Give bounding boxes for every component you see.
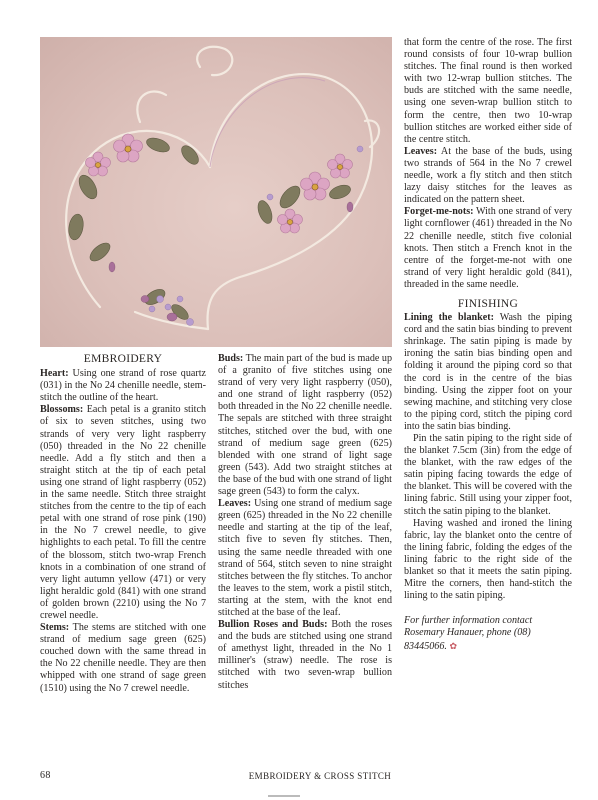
bullion-paragraph: [218, 619, 392, 692]
lining-label: Lining the blanket:: [404, 312, 494, 324]
contact-text: For further information contact Rosemary Hanauer, phone (08) 83445066.: [404, 615, 533, 652]
heart-label: Heart:: [40, 368, 69, 380]
heart-paragraph: [40, 368, 206, 404]
end-mark-icon: ✿: [449, 640, 457, 651]
leaves-text: Using one strand of medium sage green (625) threaded in the No 22 chenille needle and starting at the tip of the leaf, stitch five to seven fly stitches. Then, using the same needle threaded with one strand of 564, stitch seven to nine straight stitches between the fly stitches. To anchor the leaves to the stem, work a pistil stitch, starting at the stem, with the knot end stitched at the base of the leaf.: [218, 498, 392, 618]
buds-label: Buds:: [218, 353, 244, 364]
blossoms-paragraph: [40, 404, 206, 622]
left-column: [40, 353, 206, 695]
section-heading-embroidery: EMBROIDERY: [83, 353, 163, 365]
leaves-label: Leaves:: [218, 498, 252, 510]
magazine-title: EMBROIDERY & CROSS STITCH: [248, 771, 392, 781]
buds-paragraph: [218, 353, 392, 498]
embroidered-heart-photo: [40, 37, 392, 347]
section-heading-finishing: FINISHING: [457, 297, 519, 310]
bud-leaves-text: At the base of the buds, using two strands of 564 in the No 7 crewel needle, work a fly stitch and then stitch lazy daisy stitches for the leaves as indicated on the pattern sheet.: [404, 145, 572, 206]
continued-paragraph: that form the centre of the rose. The first round consists of four 10-wrap bullion stitches. The final round is then worked with two 12-wrap bullion stitches. The buds are stitched with the same needle, using one seven-wrap bullion stitch to form the centre, then two 10-wrap bullion stitches are worked either side of the centre stitch.: [404, 37, 572, 145]
having-paragraph: Having washed and ironed the lining fabric, lay the blanket onto the centre of the lining fabric, folding the edges of the lining fabric to the right side of the blanket so that it meets the satin piping. Mitre the corners, then hand-stitch the lining to the satin piping.: [404, 517, 572, 602]
bullion-label: Bullion Roses and Buds:: [218, 619, 328, 631]
forget-me-nots-paragraph: [404, 206, 572, 291]
lining-paragraph: [404, 312, 572, 433]
bud-leaves-paragraph: [404, 146, 572, 206]
stems-text: The stems are stitched with one strand of medium sage green (625) couched down with the same thread in the No 22 chenille needle. They are then whipped with one strand of sage green (1510) using the No 7 crewel needle.: [40, 622, 206, 694]
bottom-divider: [268, 795, 300, 797]
middle-column: [218, 353, 392, 692]
leaves-paragraph: [218, 498, 392, 619]
forget-me-nots-label: Forget-me-nots:: [404, 206, 474, 218]
buds-text: The main part of the bud is made up of a granito of five stitches using one strand of very very light raspberry (050), and one strand of light raspberry (052) both threaded in the No 22 chenille needle. The sepals are stitched with three straight stitches, stitched over the bud, with one strand of medium sage green (625) blended with one strand of light sage green (543). Add two straight stitches at the base of the bud with one strand of light sage green (543) to form the calyx.: [218, 353, 392, 498]
right-column: [404, 37, 572, 653]
forget-me-nots-text: With one strand of very light cornflower (461) threaded in the No 22 chenille needle, stitch five colonial knots. Then stitch a French knot in the centre of the forget-me-not with one strand of very light heraldic gold (841), threaded in the same needle.: [404, 206, 572, 290]
page-number: 68: [40, 770, 51, 781]
contact-paragraph: [404, 615, 572, 652]
stems-paragraph: [40, 622, 206, 695]
blossoms-label: Blossoms:: [40, 404, 84, 416]
heart-text: Using one strand of rose quartz (031) in the No 24 chenille needle, stem-stitch the outline of the heart.: [40, 368, 206, 404]
lining-text: Wash the piping cord and the satin bias binding to prevent shrinkage. The satin piping is made by ironing the satin bias binding open and folding it around the piping cord so that the cord is in the centre of the bias binding. Using the zipper foot on your sewing machine, and stitching very close to the piping cord, stitch the piping cord into the satin bias binding.: [404, 312, 572, 432]
bud-leaves-label: Leaves:: [404, 145, 438, 157]
pin-paragraph: Pin the satin piping to the right side of the blanket 7.5cm (3in) from the edge of the blanket, with the raw edges of the satin piping facing towards the edge of the blanket. This will be covered with the lining fabric. Still using your zipper foot, stitch the satin piping to the blanket.: [404, 433, 572, 517]
bullion-text: Both the roses and the buds are stitched using one strand of amethyst light, threaded in the No 1 milliner's (straw) needle. The rose is stitched with two seven-wrap bullion stitches: [218, 619, 392, 691]
blossoms-text: Each petal is a granito stitch of six to seven stitches, using two strands of very very light raspberry (050) threaded in the No 22 chenille needle. Add a fly stitch and then a straight stitch at the tip of each petal using one strand of light raspberry (052) in the same needle. Stitch three straight stitches from the centre to the tip of each petal with one strand of rose pink (190) in the No 7 crewel needle, to give highlights to each petal. To fill the centre of the blossom, stitch two-wrap French knots in a combination of one strand of very light autumn yellow (471) or very light heraldic gold (841) with one strand of golden brown (2210) using the No 7 crewel needle.: [40, 404, 206, 621]
stems-label: Stems:: [40, 622, 70, 634]
